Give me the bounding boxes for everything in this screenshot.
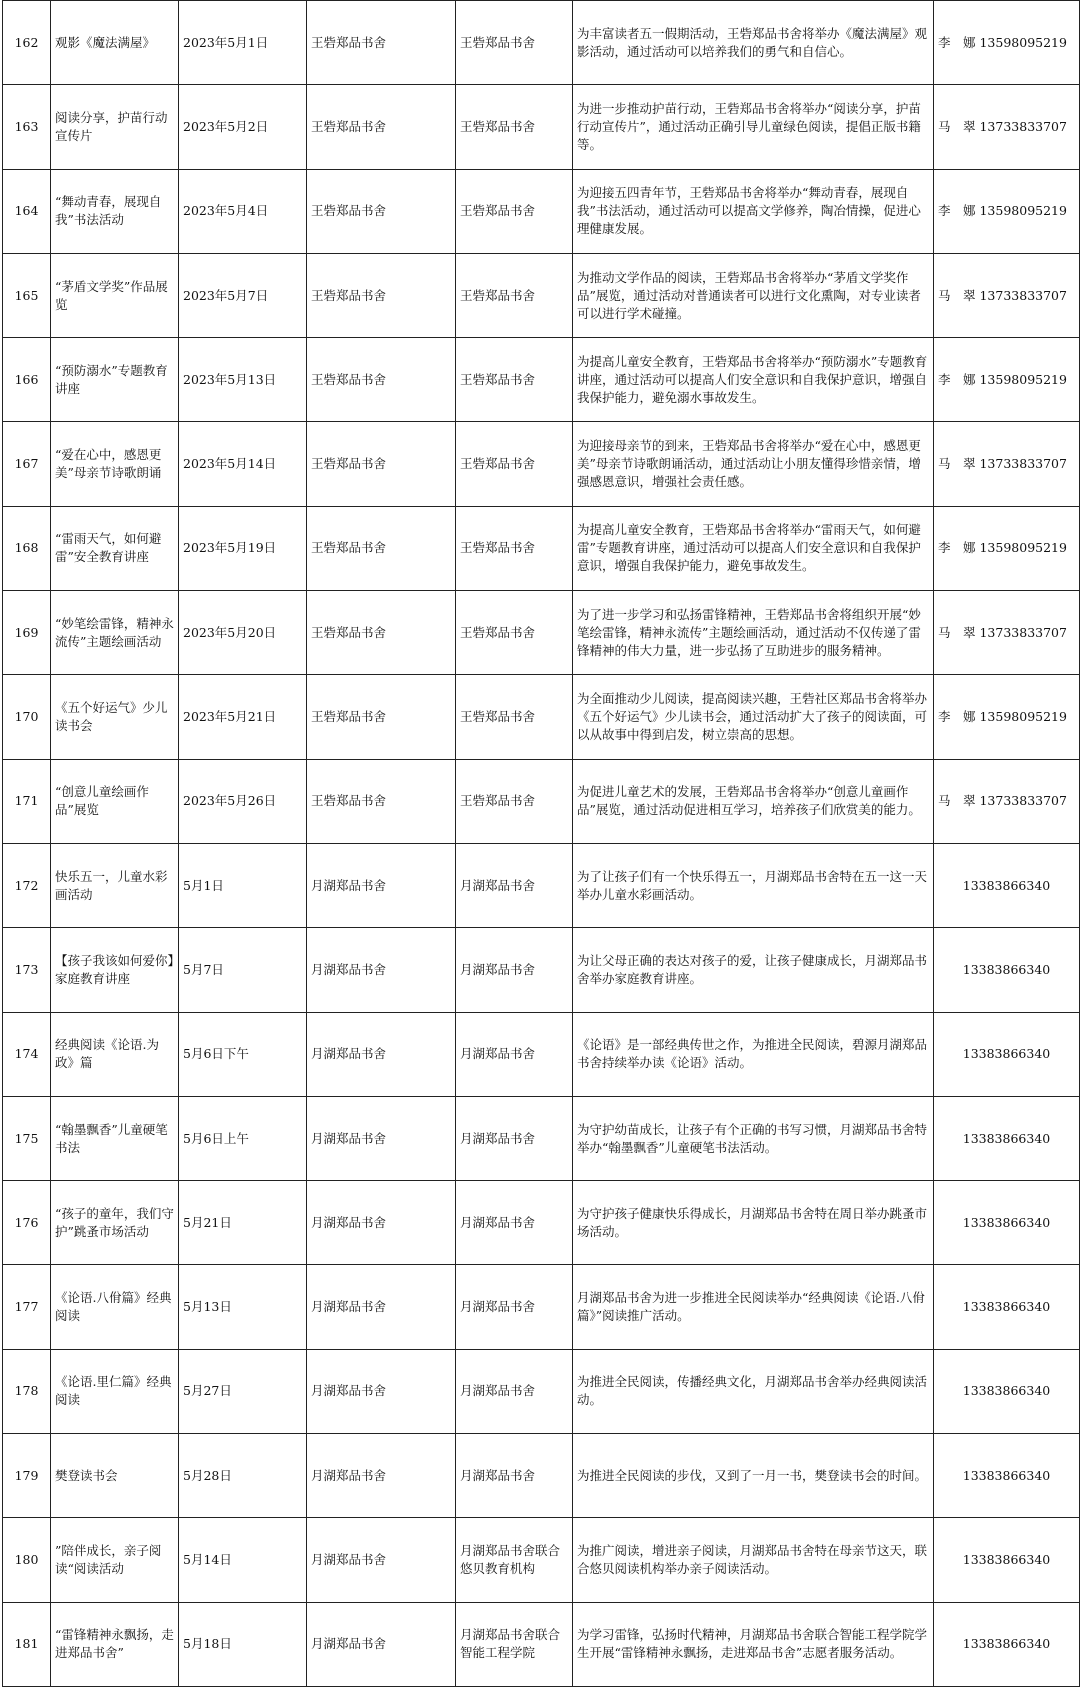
activity-name: “孩子的童年，我们守护”跳蚤市场活动 [51, 1181, 179, 1265]
activity-date: 2023年5月26日 [179, 759, 307, 843]
table-row [3, 1349, 1080, 1433]
activity-name: 《五个好运气》少儿读书会 [51, 675, 179, 759]
table-row [3, 1181, 1080, 1265]
activity-name: 观影《魔法满屋》 [51, 1, 179, 85]
organizer: 王砦郑品书舍 [307, 85, 456, 169]
table-row [3, 422, 1080, 506]
table-row [3, 1518, 1080, 1602]
row-number: 171 [3, 759, 51, 843]
row-number: 164 [3, 169, 51, 253]
contact: 马 翠 13733833707 [934, 253, 1080, 337]
organizer: 王砦郑品书舍 [307, 422, 456, 506]
contact: 李 娜 13598095219 [934, 506, 1080, 590]
contact: 李 娜 13598095219 [934, 675, 1080, 759]
table-row [3, 759, 1080, 843]
table-row [3, 338, 1080, 422]
activity-date: 5月18日 [179, 1602, 307, 1686]
activity-date: 2023年5月2日 [179, 85, 307, 169]
activity-description: 为迎接母亲节的到来，王砦郑品书舍将举办“爱在心中，感恩更美”母亲节诗歌朗诵活动，通过活动让小朋友懂得珍惜亲情，增强感恩意识，增强社会责任感。 [573, 422, 934, 506]
activity-description: 为了进一步学习和弘扬雷锋精神，王砦郑品书舍将组织开展“妙笔绘雷锋，精神永流传”主题绘画活动，通过活动不仅传递了雷锋精神的伟大力量，进一步弘扬了互助进步的服务精神。 [573, 591, 934, 675]
activity-date: 2023年5月13日 [179, 338, 307, 422]
table-row [3, 591, 1080, 675]
activity-name: 快乐五一，儿童水彩画活动 [51, 843, 179, 927]
activity-name: “预防溺水”专题教育讲座 [51, 338, 179, 422]
activity-date: 2023年5月19日 [179, 506, 307, 590]
table-row [3, 1012, 1080, 1096]
organizer: 月湖郑品书舍 [307, 928, 456, 1012]
activity-date: 5月7日 [179, 928, 307, 1012]
activity-date: 5月27日 [179, 1349, 307, 1433]
activity-description: 为学习雷锋，弘扬时代精神，月湖郑品书舍联合智能工程学院学生开展“雷锋精神永飘扬，走进郑品书舍”志愿者服务活动。 [573, 1602, 934, 1686]
activity-date: 5月14日 [179, 1518, 307, 1602]
contact: 李 娜 13598095219 [934, 1, 1080, 85]
row-number: 180 [3, 1518, 51, 1602]
contact: 13383866340 [934, 928, 1080, 1012]
row-number: 176 [3, 1181, 51, 1265]
table-body [3, 1, 1080, 1687]
activity-date: 2023年5月7日 [179, 253, 307, 337]
table-row [3, 85, 1080, 169]
activity-date: 5月6日下午 [179, 1012, 307, 1096]
contact: 13383866340 [934, 1012, 1080, 1096]
activity-date: 2023年5月1日 [179, 1, 307, 85]
row-number: 168 [3, 506, 51, 590]
contact: 13383866340 [934, 1349, 1080, 1433]
venue: 王砦郑品书舍 [456, 591, 573, 675]
table-row [3, 675, 1080, 759]
contact: 13383866340 [934, 1096, 1080, 1180]
venue: 月湖郑品书舍 [456, 1265, 573, 1349]
table-row [3, 506, 1080, 590]
activity-name: “爱在心中，感恩更美”母亲节诗歌朗诵 [51, 422, 179, 506]
organizer: 月湖郑品书舍 [307, 1012, 456, 1096]
events-table [2, 0, 1080, 1687]
organizer: 月湖郑品书舍 [307, 1349, 456, 1433]
organizer: 王砦郑品书舍 [307, 253, 456, 337]
activity-description: 为全面推动少儿阅读，提高阅读兴趣，王砦社区郑品书舍将举办《五个好运气》少儿读书会，通过活动扩大了孩子的阅读面，可以从故事中得到启发，树立崇高的思想。 [573, 675, 934, 759]
activity-name: “舞动青春，展现自我”书法活动 [51, 169, 179, 253]
table-row [3, 1, 1080, 85]
contact: 李 娜 13598095219 [934, 338, 1080, 422]
venue: 月湖郑品书舍 [456, 1096, 573, 1180]
table-row [3, 1096, 1080, 1180]
activity-description: 为丰富读者五一假期活动，王砦郑品书舍将举办《魔法满屋》观影活动，通过活动可以培养我们的勇气和自信心。 [573, 1, 934, 85]
contact: 13383866340 [934, 1181, 1080, 1265]
contact: 13383866340 [934, 1602, 1080, 1686]
venue: 月湖郑品书舍 [456, 1181, 573, 1265]
contact: 马 翠 13733833707 [934, 422, 1080, 506]
contact: 李 娜 13598095219 [934, 169, 1080, 253]
organizer: 王砦郑品书舍 [307, 591, 456, 675]
venue: 月湖郑品书舍 [456, 1434, 573, 1518]
venue: 月湖郑品书舍 [456, 928, 573, 1012]
activity-date: 5月28日 [179, 1434, 307, 1518]
activity-description: 为守护幼苗成长，让孩子有个正确的书写习惯，月湖郑品书舍特举办“翰墨飘香”儿童硬笔书法活动。 [573, 1096, 934, 1180]
activity-date: 2023年5月14日 [179, 422, 307, 506]
organizer: 王砦郑品书舍 [307, 506, 456, 590]
activity-date: 2023年5月20日 [179, 591, 307, 675]
venue: 王砦郑品书舍 [456, 506, 573, 590]
activity-date: 2023年5月21日 [179, 675, 307, 759]
organizer: 月湖郑品书舍 [307, 1518, 456, 1602]
row-number: 174 [3, 1012, 51, 1096]
venue: 月湖郑品书舍联合智能工程学院 [456, 1602, 573, 1686]
row-number: 165 [3, 253, 51, 337]
venue: 王砦郑品书舍 [456, 759, 573, 843]
row-number: 177 [3, 1265, 51, 1349]
row-number: 178 [3, 1349, 51, 1433]
activity-name: 《论语.八佾篇》经典阅读 [51, 1265, 179, 1349]
venue: 月湖郑品书舍 [456, 1349, 573, 1433]
activity-name: “雷雨天气，如何避雷”安全教育讲座 [51, 506, 179, 590]
activity-name: “雷锋精神永飘扬，走进郑品书舍” [51, 1602, 179, 1686]
row-number: 173 [3, 928, 51, 1012]
activity-description: 为促进儿童艺术的发展，王砦郑品书舍将举办“创意儿童画作品”展览，通过活动促进相互学习，培养孩子们欣赏美的能力。 [573, 759, 934, 843]
organizer: 王砦郑品书舍 [307, 759, 456, 843]
venue: 月湖郑品书舍联合悠贝教育机构 [456, 1518, 573, 1602]
activity-name: 樊登读书会 [51, 1434, 179, 1518]
contact: 13383866340 [934, 843, 1080, 927]
organizer: 月湖郑品书舍 [307, 1096, 456, 1180]
activity-name: 《论语.里仁篇》经典阅读 [51, 1349, 179, 1433]
activity-description: 《论语》是一部经典传世之作，为推进全民阅读，碧源月湖郑品书舍持续举办读《论语》活动。 [573, 1012, 934, 1096]
row-number: 166 [3, 338, 51, 422]
venue: 月湖郑品书舍 [456, 1012, 573, 1096]
organizer: 王砦郑品书舍 [307, 675, 456, 759]
row-number: 162 [3, 1, 51, 85]
activity-description: 为了让孩子们有一个快乐得五一，月湖郑品书舍特在五一这一天举办儿童水彩画活动。 [573, 843, 934, 927]
table-row [3, 843, 1080, 927]
table-row [3, 169, 1080, 253]
activity-description: 为提高儿童安全教育，王砦郑品书舍将举办“雷雨天气，如何避雷”专题教育讲座，通过活动可以提高人们安全意识和自我保护意识，增强自我保护能力，避免事故发生。 [573, 506, 934, 590]
activity-description: 为提高儿童安全教育，王砦郑品书舍将举办“预防溺水”专题教育讲座，通过活动可以提高人们安全意识和自我保护意识，增强自我保护能力，避免溺水事故发生。 [573, 338, 934, 422]
table-row [3, 928, 1080, 1012]
row-number: 170 [3, 675, 51, 759]
activity-name: “创意儿童绘画作品”展览 [51, 759, 179, 843]
venue: 月湖郑品书舍 [456, 843, 573, 927]
activity-date: 2023年5月4日 [179, 169, 307, 253]
activity-name: 【孩子我该如何爱你】家庭教育讲座 [51, 928, 179, 1012]
activity-name: “茅盾文学奖”作品展览 [51, 253, 179, 337]
row-number: 181 [3, 1602, 51, 1686]
row-number: 163 [3, 85, 51, 169]
contact: 马 翠 13733833707 [934, 591, 1080, 675]
activity-date: 5月13日 [179, 1265, 307, 1349]
organizer: 王砦郑品书舍 [307, 338, 456, 422]
contact: 马 翠 13733833707 [934, 85, 1080, 169]
activity-description: 为让父母正确的表达对孩子的爱，让孩子健康成长，月湖郑品书舍举办家庭教育讲座。 [573, 928, 934, 1012]
venue: 王砦郑品书舍 [456, 675, 573, 759]
activity-date: 5月6日上午 [179, 1096, 307, 1180]
venue: 王砦郑品书舍 [456, 1, 573, 85]
venue: 王砦郑品书舍 [456, 169, 573, 253]
activity-description: 为进一步推动护苗行动，王砦郑品书舍将举办“阅读分享，护苗行动宣传片”，通过活动正确引导儿童绿色阅读，提倡正版书籍等。 [573, 85, 934, 169]
activity-description: 月湖郑品书舍为进一步推进全民阅读举办“经典阅读《论语.八佾篇》”阅读推广活动。 [573, 1265, 934, 1349]
contact: 马 翠 13733833707 [934, 759, 1080, 843]
organizer: 月湖郑品书舍 [307, 843, 456, 927]
organizer: 月湖郑品书舍 [307, 1602, 456, 1686]
activity-description: 为推进全民阅读，传播经典文化，月湖郑品书舍举办经典阅读活动。 [573, 1349, 934, 1433]
table-row [3, 1265, 1080, 1349]
contact: 13383866340 [934, 1265, 1080, 1349]
row-number: 167 [3, 422, 51, 506]
venue: 王砦郑品书舍 [456, 253, 573, 337]
organizer: 月湖郑品书舍 [307, 1265, 456, 1349]
row-number: 175 [3, 1096, 51, 1180]
activity-name: 阅读分享，护苗行动宣传片 [51, 85, 179, 169]
organizer: 王砦郑品书舍 [307, 169, 456, 253]
activity-name: 经典阅读《论语.为政》篇 [51, 1012, 179, 1096]
activity-description: 为迎接五四青年节，王砦郑品书舍将举办“舞动青春，展现自我”书法活动，通过活动可以提高文学修养，陶冶情操，促进心理健康发展。 [573, 169, 934, 253]
row-number: 169 [3, 591, 51, 675]
row-number: 179 [3, 1434, 51, 1518]
venue: 王砦郑品书舍 [456, 338, 573, 422]
contact: 13383866340 [934, 1434, 1080, 1518]
activity-name: ”陪伴成长，亲子阅读“阅读活动 [51, 1518, 179, 1602]
activity-description: 为推动文学作品的阅读，王砦郑品书舍将举办“茅盾文学奖作品”展览，通过活动对普通读者可以进行文化熏陶，对专业读者可以进行学术碰撞。 [573, 253, 934, 337]
table-row [3, 1602, 1080, 1686]
activity-date: 5月21日 [179, 1181, 307, 1265]
organizer: 月湖郑品书舍 [307, 1181, 456, 1265]
venue: 王砦郑品书舍 [456, 85, 573, 169]
organizer: 王砦郑品书舍 [307, 1, 456, 85]
activity-description: 为推广阅读，增进亲子阅读，月湖郑品书舍特在母亲节这天，联合悠贝阅读机构举办亲子阅读活动。 [573, 1518, 934, 1602]
activity-name: “翰墨飘香”儿童硬笔书法 [51, 1096, 179, 1180]
organizer: 月湖郑品书舍 [307, 1434, 456, 1518]
table-row [3, 253, 1080, 337]
activity-description: 为推进全民阅读的步伐，又到了一月一书，樊登读书会的时间。 [573, 1434, 934, 1518]
activity-name: “妙笔绘雷锋，精神永流传”主题绘画活动 [51, 591, 179, 675]
table-row [3, 1434, 1080, 1518]
activity-description: 为守护孩子健康快乐得成长，月湖郑品书舍特在周日举办跳蚤市场活动。 [573, 1181, 934, 1265]
contact: 13383866340 [934, 1518, 1080, 1602]
venue: 王砦郑品书舍 [456, 422, 573, 506]
row-number: 172 [3, 843, 51, 927]
activity-date: 5月1日 [179, 843, 307, 927]
